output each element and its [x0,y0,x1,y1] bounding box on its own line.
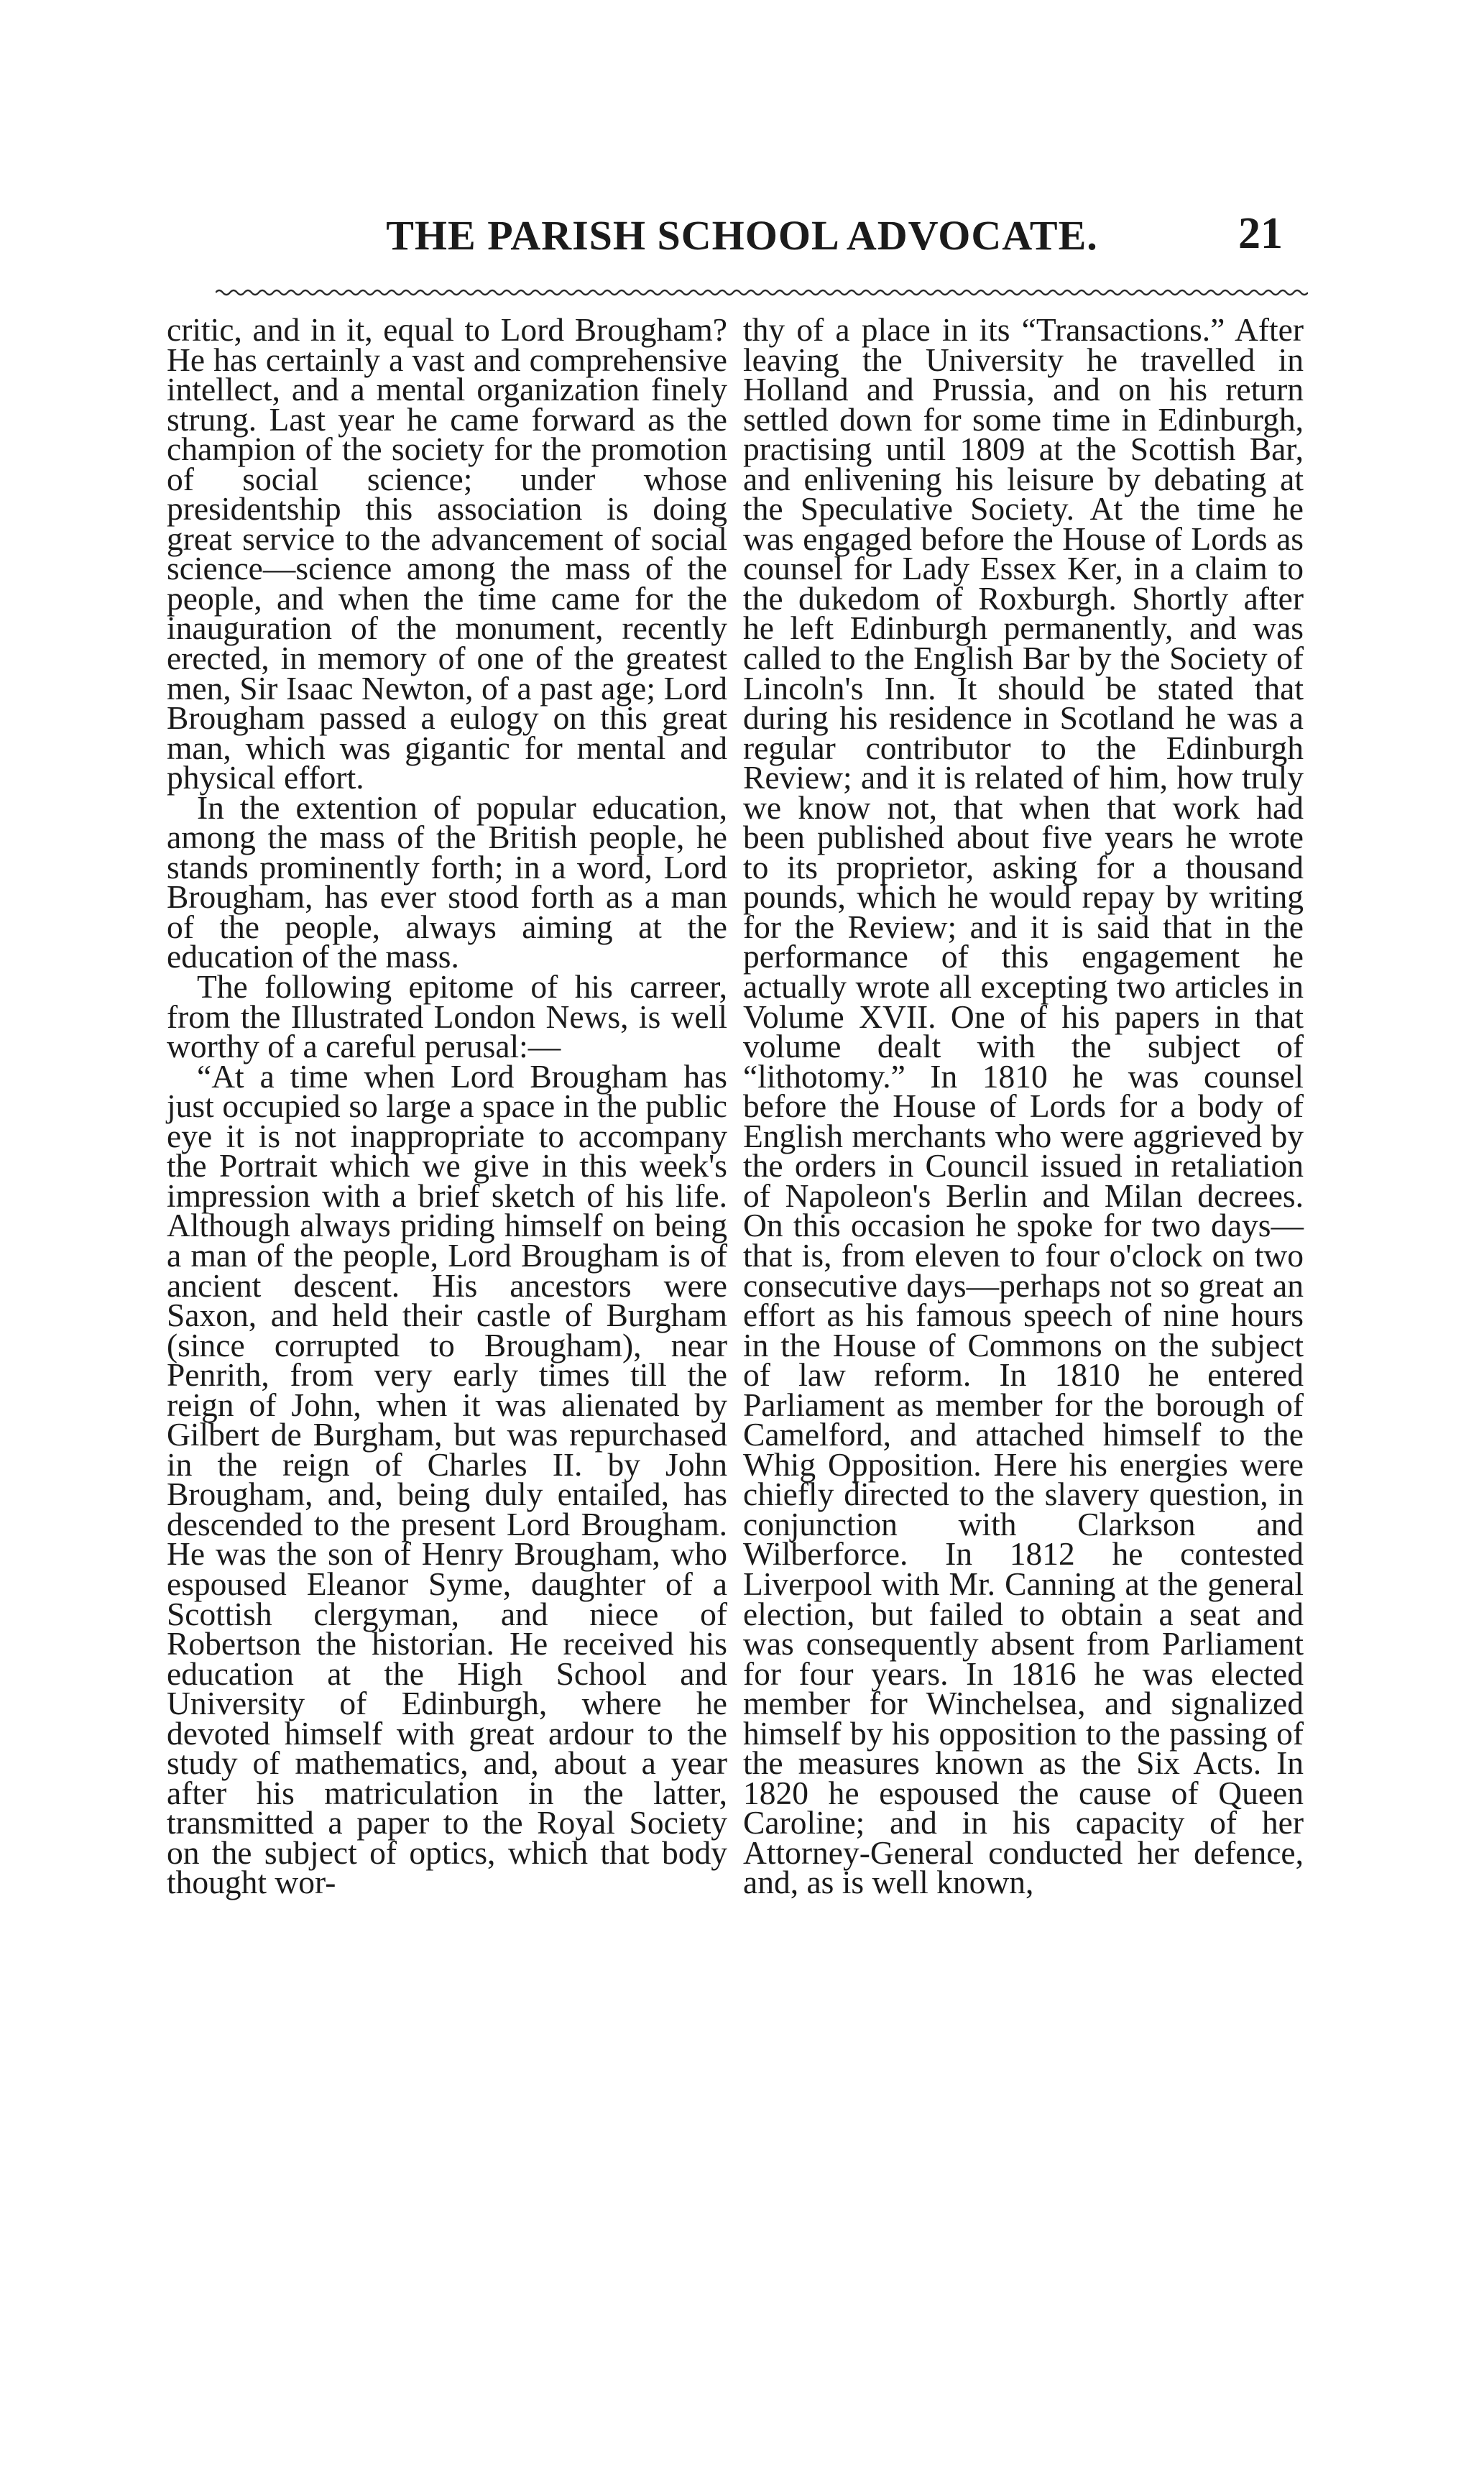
running-title: THE PARISH SCHOOL ADVOCATE. [386,212,1098,259]
running-header [0,206,1484,263]
left-column [167,311,727,1901]
decorative-wavy-rule [216,288,1308,298]
paragraph: critic, and in it, equal to Lord Brougham? He has certainly a vast and comprehensive intellect, and a mental organization finely strung. Last year he came forward as the champion of the society for the promotion of social science; under whose presidentship this association is doing great service to the advancement of social science—science among the mass of the people, and when the time came for the inauguration of the monument, recently erected, in memory of one of the greatest men, Sir Isaac Newton, of a past age; Lord Brougham passed a eulogy on this great man, which was gigantic for mental and physical effort. [167,311,727,796]
paragraph: “At a time when Lord Brougham has just occupied so large a space in the public eye it is not inappropriate to accompany the Portrait which we give in this week's impression with a brief sketch of his life. Although always priding himself on being a man of the people, Lord Brougham is of ancient descent. His ancestors were Saxon, and held their castle of Burgham (since corrupted to Brougham), near Penrith, from very early times till the reign of John, when it was alienated by Gilbert de Burgham, but was repurchased in the reign of Charles II. by John Brougham, and, being duly entailed, has descended to the present Lord Brougham. He was the son of Henry Brougham, who espoused Eleanor Syme, daughter of a Scottish clergyman, and niece of Robertson the historian. He received his education at the High School and University of Edinburgh, where he devoted himself with great ardour to the study of mathematics, and, about a year after his matriculation in the latter, transmitted a paper to the Royal Society on the subject of optics, which that body thought wor- [167,1057,727,1901]
paragraph: The following epitome of his carreer, from the Illustrated London News, is well worthy of a careful perusal:— [167,968,727,1065]
paragraph: thy of a place in its “Transactions.” After leaving the University he travelled in Holland and Prussia, and on his return settled down for some time in Edinburgh, practising until 1809 at the Scottish Bar, and enlivening his leisure by debating at the Speculative Society. At the time he was engaged before the House of Lords as counsel for Lady Essex Ker, in a claim to the dukedom of Roxburgh. Shortly after he left Edinburgh permanently, and was called to the English Bar by the Society of Lincoln's Inn. It should be stated that during his residence in Scotland he was a regular contributor to the Edinburgh Review; and it is related of him, how truly we know not, that when that work had been published about five years he wrote to its proprietor, asking for a thousand pounds, which he would repay by writing for the Review; and it is said that in the performance of this engagement he actually wrote all excepting two articles in Volume XVII. One of his papers in that volume dealt with the subject of “lithotomy.” In 1810 he was counsel before the House of Lords for a body of English merchants who were aggrieved by the orders in Council issued in retaliation of Napoleon's Berlin and Milan decrees. On this occasion he spoke for two days—that is, from eleven to four o'clock on two consecutive days—perhaps not so great an effort as his famous speech of nine hours in the House of Commons on the subject of law reform. In 1810 he entered Parliament as member for the borough of Camelford, and attached himself to the Whig Opposition. Here his energies were chiefly directed to the slavery question, in conjunction with Clarkson and Wilberforce. In 1812 he contested Liverpool with Mr. Canning at the general election, but failed to obtain a seat and was consequently absent from Parliament for four years. In 1816 he was elected member for Winchelsea, and signalized himself by his opposition to the passing of the measures known as the Six Acts. In 1820 he espoused the cause of Queen Caroline; and in his capacity of her Attorney-General conducted her defence, and, as is well known, [743,311,1304,1901]
paragraph: In the extention of popular education, among the mass of the British people, he stands prominently forth; in a word, Lord Brougham, has ever stood forth as a man of the people, always aiming at the education of the mass. [167,788,727,975]
page-number: 21 [1238,209,1283,258]
right-column [743,311,1304,1901]
